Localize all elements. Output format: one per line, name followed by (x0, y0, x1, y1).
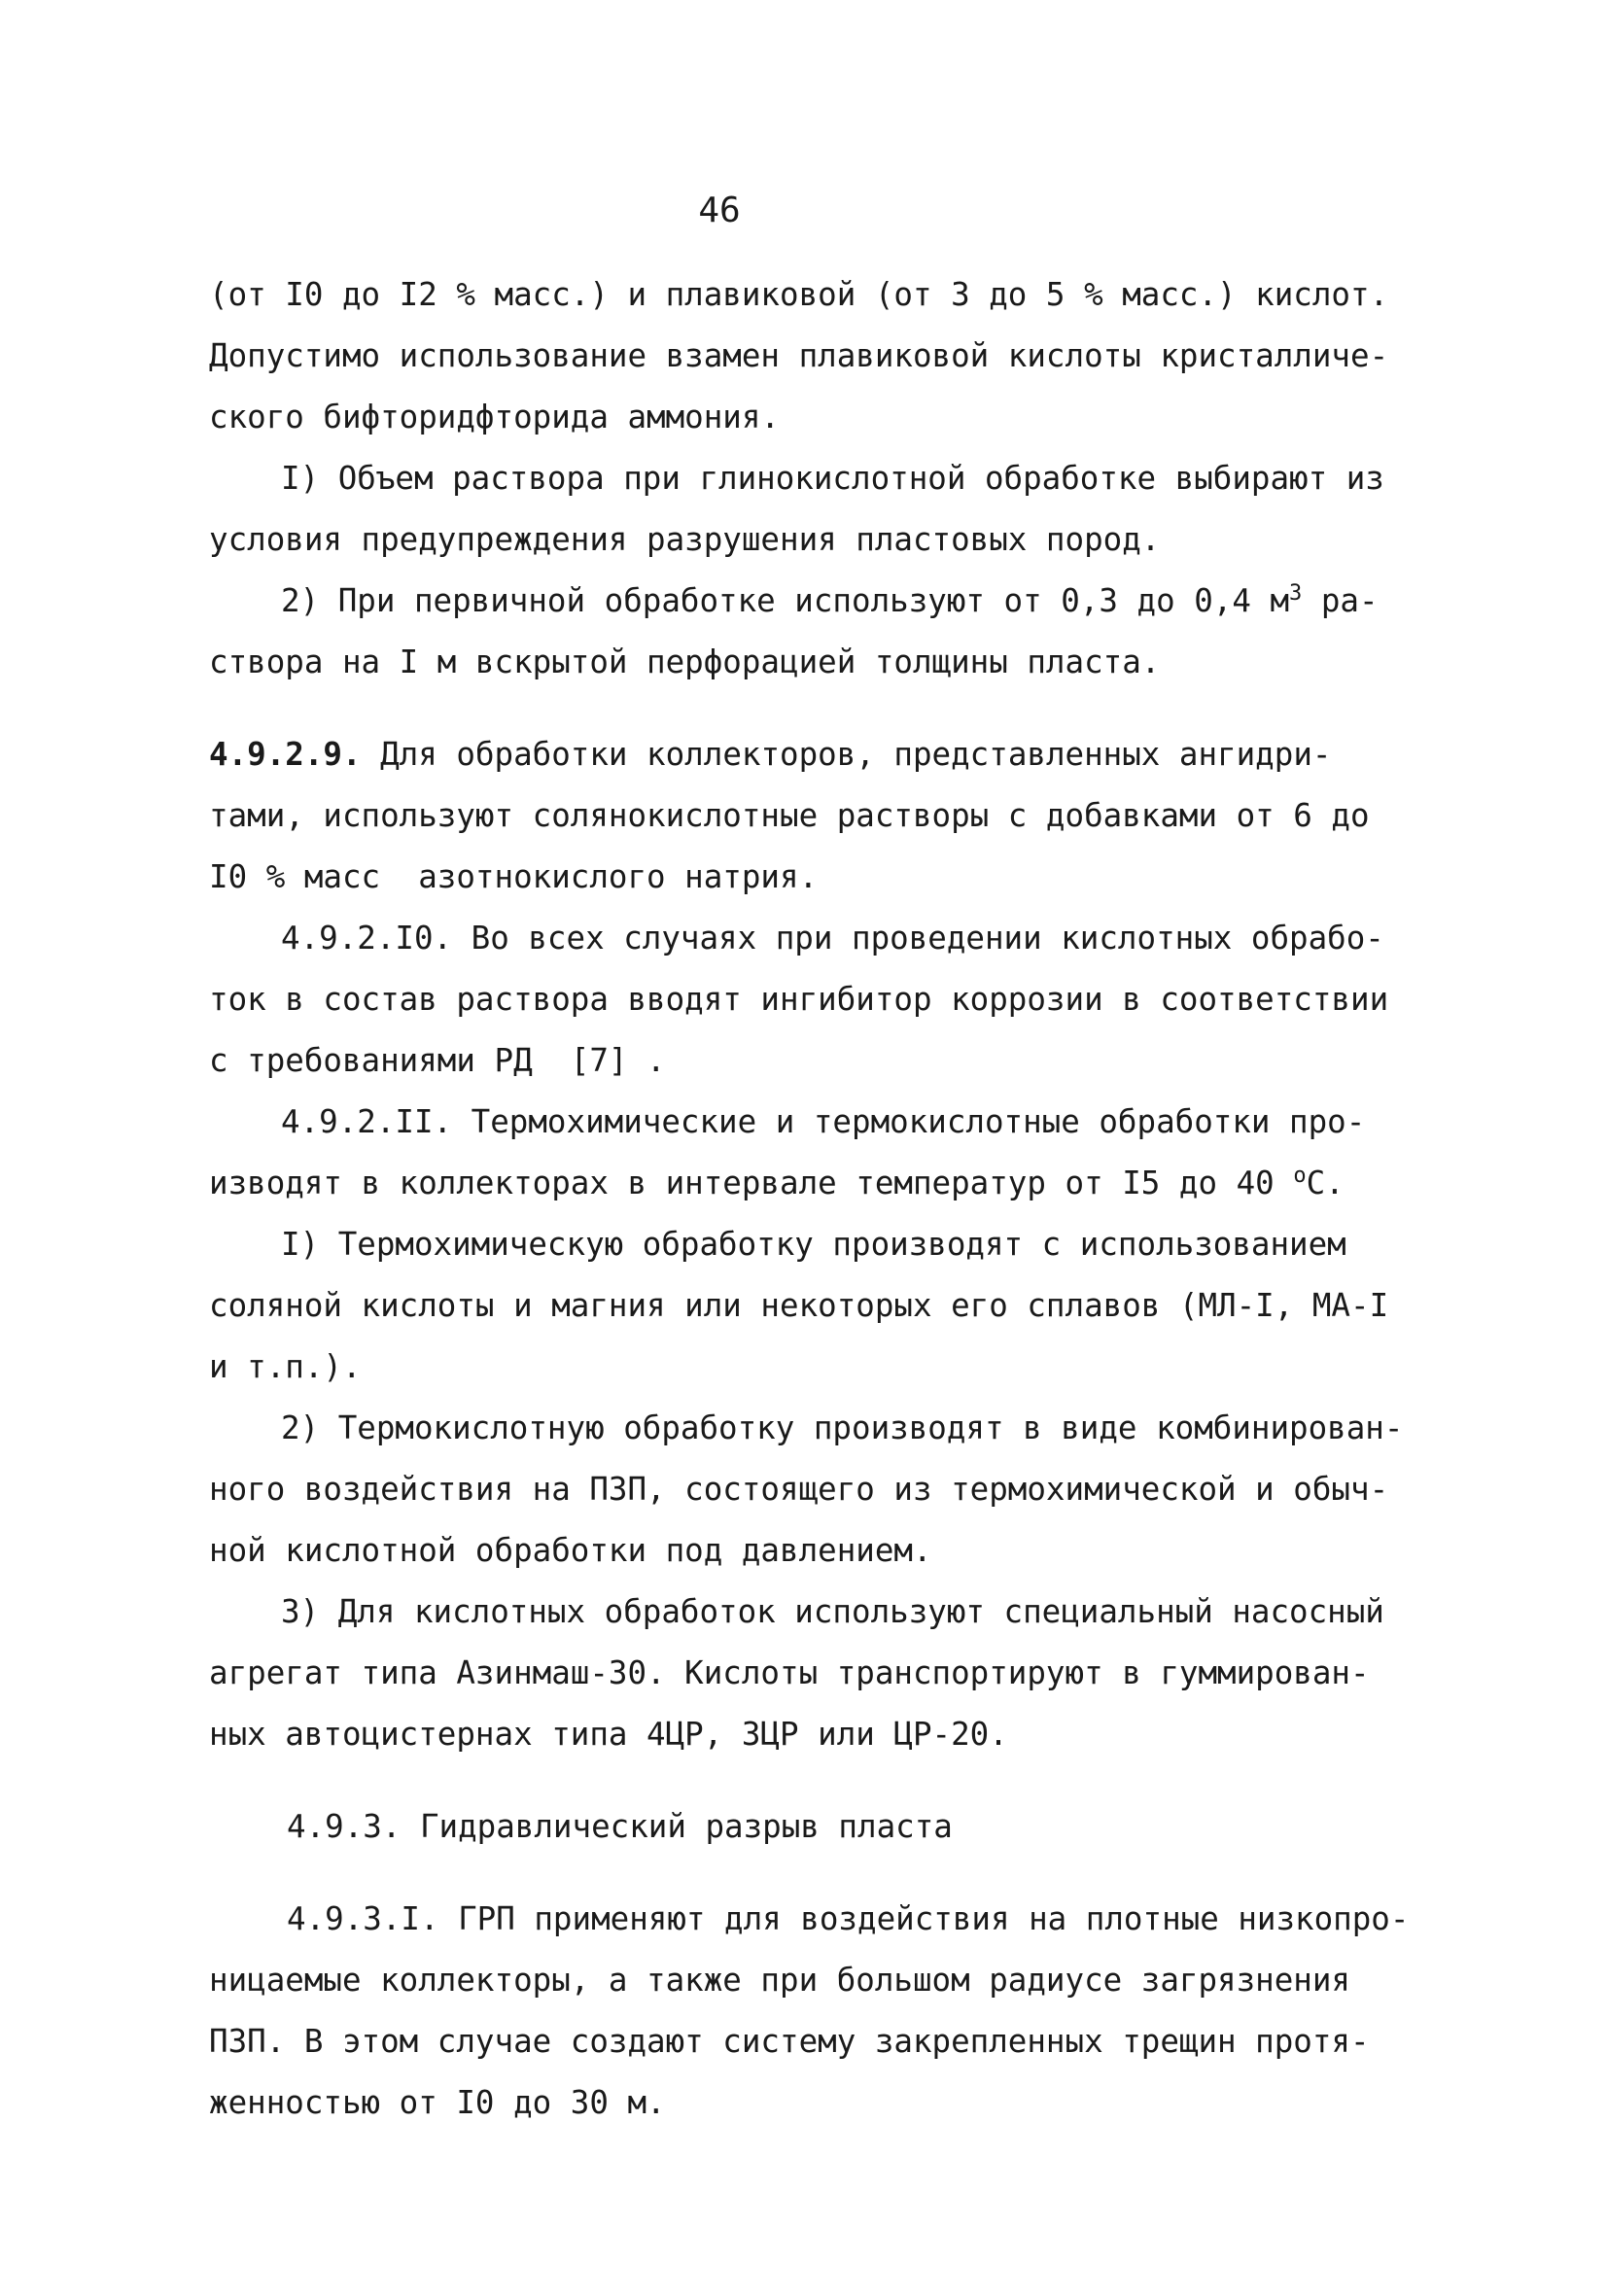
text-line (209, 724, 1415, 785)
text-line: ницаемые коллекторы, а также при большом радиусе загрязнения (209, 1962, 1350, 1999)
page-number: 46 (698, 191, 741, 230)
text-line: с требованиями РД [7] . (209, 1042, 666, 1079)
text-fragment: ра- (1302, 582, 1379, 619)
text-line: ных автоцистернах типа 4ЦР, 3ЦР или ЦР-20. (209, 1716, 1008, 1753)
text-line: ПЗП. В этом случае создают систему закрепленных трещин протя- (209, 2023, 1370, 2060)
paragraph-gap (209, 1858, 1415, 1889)
paragraph-gap (209, 693, 1415, 724)
text-fragment: изводят в коллекторах в интервале температур от I5 до 40 (209, 1165, 1294, 1201)
paragraph-gap (209, 1765, 1415, 1796)
text-fragment: С. (1306, 1165, 1345, 1201)
superscript: 3 (1289, 581, 1303, 607)
text-line: ной кислотной обработки под давлением. (209, 1532, 932, 1569)
text-line: I) Объем раствора при глинокислотной обработке выбирают из (281, 460, 1384, 497)
superscript: о (1293, 1164, 1307, 1189)
text-line: и т.п.). (209, 1348, 362, 1385)
text-line: соляной кислоты и магния или некоторых его сплавов (МЛ-I, МА-I (209, 1287, 1389, 1324)
text-line: ского бифторидфторида аммония. (209, 399, 780, 435)
text-line: условия предупреждения разрушения пластовых пород. (209, 521, 1161, 558)
text-line: ток в состав раствора вводят ингибитор коррозии в соответствии (209, 981, 1389, 1018)
text-line: 3) Для кислотных обработок используют специальный насосный (281, 1593, 1384, 1630)
text-line: (от I0 до I2 % масс.) и плавиковой (от 3 до 5 % масс.) кислот. (209, 276, 1389, 313)
text-fragment: Для обработки коллекторов, представленных ангидри- (361, 736, 1332, 773)
text-line: Допустимо использование взамен плавиковой кислоты кристалличе- (209, 337, 1389, 374)
text-line: 2) Термокислотную обработку производят в виде комбинирован- (281, 1409, 1404, 1446)
text-line: 4.9.2.II. Термохимические и термокислотные обработки про- (281, 1103, 1366, 1140)
text-fragment: 2) При первичной обработке используют от 0,3 до 0,4 м (281, 582, 1290, 619)
text-line: 4.9.3.I. ГРП применяют для воздействия на плотные низкопро- (287, 1900, 1410, 1937)
text-line: I) Термохимическую обработку производят с использованием (281, 1226, 1346, 1263)
text-line (209, 1153, 1415, 1214)
text-line: ного воздействия на ПЗП, состоящего из термохимической и обыч- (209, 1471, 1389, 1508)
text-line: тами, используют солянокислотные растворы с добавками от 6 до (209, 797, 1370, 834)
clause-number: 4.9.2.9. (209, 736, 362, 773)
document-body (209, 264, 1415, 2134)
text-line: женностью от I0 до 30 м. (209, 2084, 666, 2121)
text-line: I0 % масс азотнокислого натрия. (209, 858, 819, 895)
section-heading: 4.9.3. Гидравлический разрыв пласта (287, 1808, 953, 1845)
text-line (209, 571, 1415, 632)
text-line: створа на I м вскрытой перфорацией толщины пласта. (209, 644, 1161, 680)
text-line: 4.9.2.I0. Во всех случаях при проведении кислотных обрабо- (281, 920, 1384, 957)
text-line: агрегат типа Азинмаш-30. Кислоты транспортируют в гуммирован- (209, 1654, 1370, 1691)
